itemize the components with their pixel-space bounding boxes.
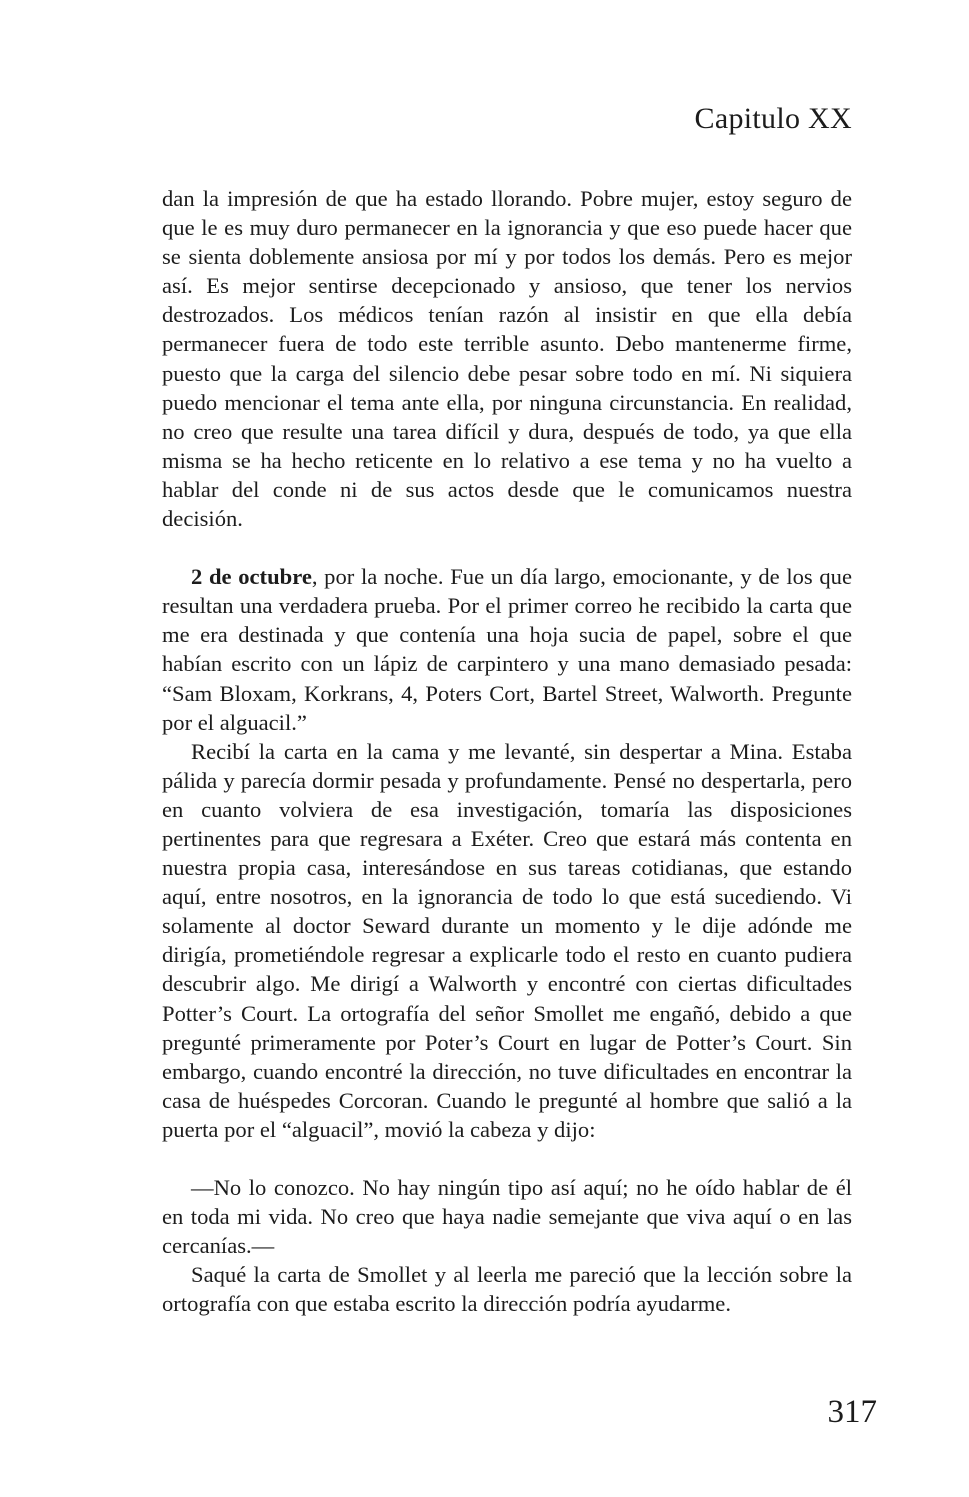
body-text <box>162 184 852 1318</box>
paragraph-2-text: , por la noche. Fue un día largo, emocionante, y de los que resultan una verdadera prueba. Por el primer correo he recibido la carta que me era destinada y que contenía una hoja sucia de papel, sobre el que habían escrito con un lápiz de carpintero y una mano demasiado pesada: “Sam Bloxam, Korkrans, 4, Poters Cort, Bartel Street, Walworth. Pregunte por el alguacil.” <box>162 564 852 735</box>
diary-date: 2 de octubre <box>191 564 312 590</box>
page-number: 317 <box>827 1394 877 1430</box>
paragraph-3: Recibí la carta en la cama y me levanté, sin despertar a Mina. Estaba pálida y parecía dormir pesada y profundamente. Pensé no despertarla, pero en cuanto volviera de esa investigación, tomaría las disposiciones pertinentes para que regresara a Exéter. Creo que estará más contenta en nuestra propia casa, interesándose en sus tareas cotidianas, que estando aquí, entre nosotros, en la ignorancia de todo lo que está sucediendo. Vi solamente al doctor Seward durante un momento y le dije adónde me dirigía, prometiéndole regresar a explicarle todo el resto en cuanto pudiera descubrir algo. Me dirigí a Walworth y encontré con ciertas dificultades Potter’s Court. La ortografía del señor Smollet me engañó, debido a que pregunté primeramente por Poter’s Court en lugar de Potter’s Court. Sin embargo, cuando encontré la dirección, no tuve dificultades en encontrar la casa de huéspedes Corcoran. Cuando le pregunté al hombre que salió a la puerta por el “alguacil”, movió la cabeza y dijo: <box>162 738 852 1142</box>
paragraph-4-dialogue: —No lo conozco. No hay ningún tipo así aquí; no he oído hablar de él en toda mi vida. No creo que haya nadie semejante que viva aquí o en las cercanías.— <box>162 1175 852 1259</box>
paragraph-2 <box>162 562 852 737</box>
paragraph-5: Saqué la carta de Smollet y al leerla me pareció que la lección sobre la ortografía con que estaba escrito la dirección podría ayudarme. <box>162 1262 852 1317</box>
running-head: Capitulo XX <box>694 102 852 135</box>
paragraph-1: dan la impresión de que ha estado llorando. Pobre mujer, estoy seguro de que le es muy duro permanecer en la ignorancia y que eso puede hacer que se sienta doblemente ansiosa por mí y por todos los demás. Pero es mejor así. Es mejor sentirse decepcionado y ansioso, que tener los nervios destrozados. Los médicos tenían razón al insistir en que ella debía permanecer fuera de todo este terrible asunto. Debo mantenerme firme, puesto que la carga del silencio debe pesar sobre todo en mí. Ni siquiera puedo mencionar el tema ante ella, por ninguna circunstancia. En realidad, no creo que resulte una tarea difícil y dura, después de todo, ya que ella misma se ha hecho reticente en lo relativo a ese tema y no ha vuelto a hablar del conde ni de sus actos desde que le comunicamos nuestra decisión. <box>162 186 852 532</box>
